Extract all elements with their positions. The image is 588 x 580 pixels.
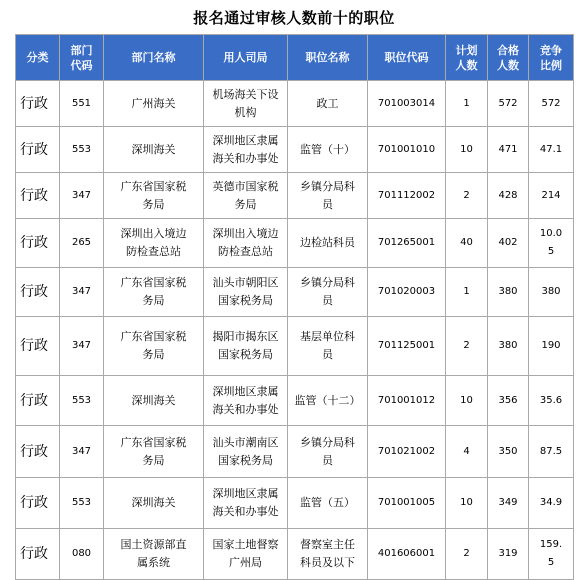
hiring-bureau-cell: 深圳地区隶属 海关和办事处 bbox=[204, 127, 288, 173]
qualified-count-cell: 350 bbox=[488, 426, 529, 478]
category-cell: 行政 bbox=[16, 478, 60, 529]
competition-ratio-cell: 34.9 bbox=[529, 478, 574, 529]
dept-code-cell: 347 bbox=[60, 268, 104, 317]
dept-code-cell: 347 bbox=[60, 426, 104, 478]
header-position-code: 职位代码 bbox=[368, 35, 446, 81]
table-row bbox=[16, 478, 574, 529]
hiring-bureau-cell: 机场海关下设 机构 bbox=[204, 81, 288, 127]
position-name-cell: 乡镇分局科 员 bbox=[288, 426, 368, 478]
qualified-count-cell: 349 bbox=[488, 478, 529, 529]
qualified-count-cell: 428 bbox=[488, 173, 529, 219]
planned-count-cell: 10 bbox=[446, 376, 488, 426]
header-dept-code: 部门 代码 bbox=[60, 35, 104, 81]
position-code-cell: 701003014 bbox=[368, 81, 446, 127]
dept-code-cell: 347 bbox=[60, 173, 104, 219]
position-name-cell: 边检站科员 bbox=[288, 219, 368, 268]
competition-ratio-cell: 214 bbox=[529, 173, 574, 219]
table-row bbox=[16, 426, 574, 478]
planned-count-cell: 1 bbox=[446, 81, 488, 127]
table-header-row bbox=[16, 35, 574, 81]
position-code-cell: 701125001 bbox=[368, 317, 446, 376]
position-code-cell: 701001005 bbox=[368, 478, 446, 529]
category-cell: 行政 bbox=[16, 426, 60, 478]
table-row bbox=[16, 317, 574, 376]
hiring-bureau-cell: 汕头市潮南区 国家税务局 bbox=[204, 426, 288, 478]
position-name-cell: 乡镇分局科 员 bbox=[288, 268, 368, 317]
header-category: 分类 bbox=[16, 35, 60, 81]
position-code-cell: 701001010 bbox=[368, 127, 446, 173]
table-row bbox=[16, 376, 574, 426]
competition-ratio-cell: 159. 5 bbox=[529, 529, 574, 580]
position-code-cell: 701001012 bbox=[368, 376, 446, 426]
table-body bbox=[16, 81, 574, 580]
header-position-name: 职位名称 bbox=[288, 35, 368, 81]
qualified-count-cell: 380 bbox=[488, 317, 529, 376]
dept-name-cell: 广州海关 bbox=[104, 81, 204, 127]
dept-name-cell: 深圳海关 bbox=[104, 376, 204, 426]
hiring-bureau-cell: 英德市国家税 务局 bbox=[204, 173, 288, 219]
competition-ratio-cell: 190 bbox=[529, 317, 574, 376]
position-code-cell: 701020003 bbox=[368, 268, 446, 317]
position-code-cell: 401606001 bbox=[368, 529, 446, 580]
qualified-count-cell: 380 bbox=[488, 268, 529, 317]
dept-code-cell: 347 bbox=[60, 317, 104, 376]
category-cell: 行政 bbox=[16, 81, 60, 127]
dept-name-cell: 广东省国家税 务局 bbox=[104, 268, 204, 317]
header-dept-name: 部门名称 bbox=[104, 35, 204, 81]
dept-name-cell: 广东省国家税 务局 bbox=[104, 317, 204, 376]
planned-count-cell: 40 bbox=[446, 219, 488, 268]
position-name-cell: 乡镇分局科 员 bbox=[288, 173, 368, 219]
planned-count-cell: 2 bbox=[446, 173, 488, 219]
competition-ratio-cell: 10.0 5 bbox=[529, 219, 574, 268]
competition-ratio-cell: 35.6 bbox=[529, 376, 574, 426]
planned-count-cell: 2 bbox=[446, 317, 488, 376]
dept-name-cell: 深圳海关 bbox=[104, 127, 204, 173]
dept-code-cell: 080 bbox=[60, 529, 104, 580]
category-cell: 行政 bbox=[16, 268, 60, 317]
dept-name-cell: 广东省国家税 务局 bbox=[104, 426, 204, 478]
dept-code-cell: 553 bbox=[60, 376, 104, 426]
hiring-bureau-cell: 深圳出入境边 防检查总站 bbox=[204, 219, 288, 268]
position-name-cell: 政工 bbox=[288, 81, 368, 127]
competition-ratio-cell: 47.1 bbox=[529, 127, 574, 173]
dept-name-cell: 国土资源部直 属系统 bbox=[104, 529, 204, 580]
planned-count-cell: 2 bbox=[446, 529, 488, 580]
table-row bbox=[16, 81, 574, 127]
table-row bbox=[16, 529, 574, 580]
qualified-count-cell: 572 bbox=[488, 81, 529, 127]
page-title: 报名通过审核人数前十的职位 bbox=[193, 9, 395, 27]
competition-ratio-cell: 380 bbox=[529, 268, 574, 317]
table-row bbox=[16, 127, 574, 173]
category-cell: 行政 bbox=[16, 376, 60, 426]
table-row bbox=[16, 219, 574, 268]
dept-code-cell: 265 bbox=[60, 219, 104, 268]
planned-count-cell: 10 bbox=[446, 478, 488, 529]
hiring-bureau-cell: 深圳地区隶属 海关和办事处 bbox=[204, 478, 288, 529]
position-name-cell: 督察室主任 科员及以下 bbox=[288, 529, 368, 580]
position-code-cell: 701021002 bbox=[368, 426, 446, 478]
dept-code-cell: 551 bbox=[60, 81, 104, 127]
qualified-count-cell: 356 bbox=[488, 376, 529, 426]
qualified-count-cell: 319 bbox=[488, 529, 529, 580]
planned-count-cell: 1 bbox=[446, 268, 488, 317]
category-cell: 行政 bbox=[16, 219, 60, 268]
header-competition-ratio: 竞争 比例 bbox=[529, 35, 574, 81]
position-code-cell: 701265001 bbox=[368, 219, 446, 268]
category-cell: 行政 bbox=[16, 127, 60, 173]
table-row bbox=[16, 173, 574, 219]
competition-ratio-cell: 87.5 bbox=[529, 426, 574, 478]
header-qualified-count: 合格 人数 bbox=[488, 35, 529, 81]
table-row bbox=[16, 268, 574, 317]
category-cell: 行政 bbox=[16, 317, 60, 376]
competition-ratio-cell: 572 bbox=[529, 81, 574, 127]
dept-code-cell: 553 bbox=[60, 127, 104, 173]
planned-count-cell: 10 bbox=[446, 127, 488, 173]
dept-name-cell: 广东省国家税 务局 bbox=[104, 173, 204, 219]
qualified-count-cell: 471 bbox=[488, 127, 529, 173]
planned-count-cell: 4 bbox=[446, 426, 488, 478]
header-hiring-bureau: 用人司局 bbox=[204, 35, 288, 81]
position-name-cell: 监管（五） bbox=[288, 478, 368, 529]
hiring-bureau-cell: 揭阳市揭东区 国家税务局 bbox=[204, 317, 288, 376]
hiring-bureau-cell: 汕头市朝阳区 国家税务局 bbox=[204, 268, 288, 317]
category-cell: 行政 bbox=[16, 173, 60, 219]
dept-name-cell: 深圳海关 bbox=[104, 478, 204, 529]
category-cell: 行政 bbox=[16, 529, 60, 580]
position-name-cell: 监管（十） bbox=[288, 127, 368, 173]
position-name-cell: 基层单位科 员 bbox=[288, 317, 368, 376]
dept-code-cell: 553 bbox=[60, 478, 104, 529]
hiring-bureau-cell: 深圳地区隶属 海关和办事处 bbox=[204, 376, 288, 426]
positions-table bbox=[15, 34, 574, 580]
hiring-bureau-cell: 国家土地督察 广州局 bbox=[204, 529, 288, 580]
position-name-cell: 监管（十二） bbox=[288, 376, 368, 426]
position-code-cell: 701112002 bbox=[368, 173, 446, 219]
qualified-count-cell: 402 bbox=[488, 219, 529, 268]
header-planned-count: 计划 人数 bbox=[446, 35, 488, 81]
dept-name-cell: 深圳出入境边 防检查总站 bbox=[104, 219, 204, 268]
